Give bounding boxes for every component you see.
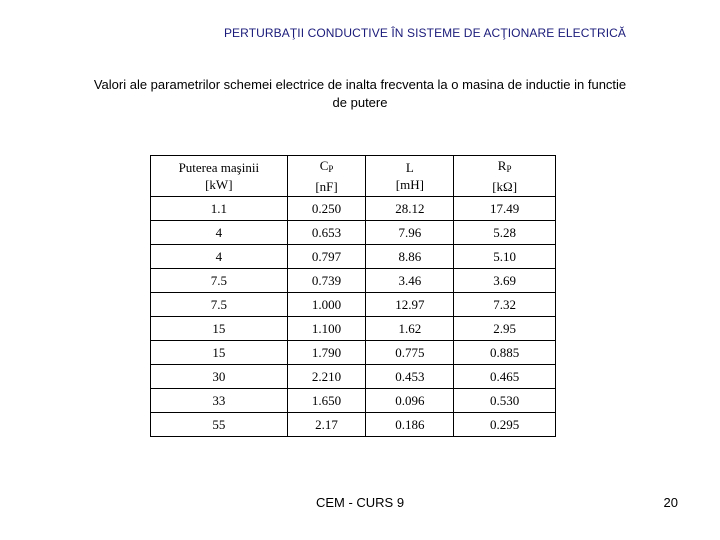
cell-inductance: 0.453 <box>366 365 454 389</box>
table-row <box>151 317 556 341</box>
cell-inductance: 0.186 <box>366 413 454 437</box>
cell-inductance: 3.46 <box>366 269 454 293</box>
table-row <box>151 293 556 317</box>
cell-resistance: 0.465 <box>454 365 556 389</box>
table-row <box>151 245 556 269</box>
header-power-unit: [kW] <box>205 177 233 192</box>
cell-capacitance: 1.100 <box>287 317 366 341</box>
cell-resistance: 7.32 <box>454 293 556 317</box>
cell-power: 4 <box>151 245 288 269</box>
table-row <box>151 389 556 413</box>
cell-power: 30 <box>151 365 288 389</box>
cell-power: 7.5 <box>151 269 288 293</box>
cell-power: 33 <box>151 389 288 413</box>
parameters-table <box>150 155 556 437</box>
cell-power: 1.1 <box>151 197 288 221</box>
cell-power: 4 <box>151 221 288 245</box>
cell-capacitance: 1.000 <box>287 293 366 317</box>
cell-resistance: 17.49 <box>454 197 556 221</box>
slide-header: PERTURBAŢII CONDUCTIVE ÎN SISTEME DE ACŢIONARE ELECTRICĂ <box>223 26 627 40</box>
cell-resistance: 2.95 <box>454 317 556 341</box>
header-capacitance-sub: P <box>328 164 334 174</box>
cell-inductance: 12.97 <box>366 293 454 317</box>
cell-resistance: 0.295 <box>454 413 556 437</box>
cell-resistance: 5.10 <box>454 245 556 269</box>
header-power <box>151 156 288 197</box>
header-resistance-sub: P <box>506 164 512 174</box>
title-line-2: de putere <box>332 95 388 110</box>
cell-capacitance: 0.797 <box>287 245 366 269</box>
cell-resistance: 0.885 <box>454 341 556 365</box>
page-number: 20 <box>663 495 678 510</box>
cell-power: 15 <box>151 341 288 365</box>
slide-title <box>40 76 680 112</box>
table-row <box>151 413 556 437</box>
course-footer: CEM - CURS 9 <box>315 495 405 510</box>
table-row <box>151 269 556 293</box>
header-capacitance-name: C <box>319 158 329 173</box>
cell-power: 15 <box>151 317 288 341</box>
cell-capacitance: 0.250 <box>287 197 366 221</box>
table-row <box>151 197 556 221</box>
cell-power: 55 <box>151 413 288 437</box>
cell-capacitance: 0.739 <box>287 269 366 293</box>
table-header-row <box>151 156 556 197</box>
title-line-1: Valori ale parametrilor schemei electrice de inalta frecventa la o masina de inductie in functie <box>93 77 627 92</box>
cell-inductance: 7.96 <box>366 221 454 245</box>
header-capacitance-unit: [nF] <box>315 179 338 194</box>
header-inductance-unit: [mH] <box>395 177 424 192</box>
table-row <box>151 341 556 365</box>
cell-resistance: 3.69 <box>454 269 556 293</box>
cell-inductance: 0.096 <box>366 389 454 413</box>
table-row <box>151 221 556 245</box>
cell-capacitance: 1.650 <box>287 389 366 413</box>
cell-capacitance: 2.17 <box>287 413 366 437</box>
header-inductance-name: L <box>405 160 414 175</box>
header-inductance <box>366 156 454 197</box>
cell-capacitance: 0.653 <box>287 221 366 245</box>
cell-resistance: 5.28 <box>454 221 556 245</box>
header-resistance-unit: [kΩ] <box>492 179 518 194</box>
cell-inductance: 28.12 <box>366 197 454 221</box>
cell-inductance: 8.86 <box>366 245 454 269</box>
cell-capacitance: 1.790 <box>287 341 366 365</box>
header-capacitance <box>287 156 366 197</box>
cell-capacitance: 2.210 <box>287 365 366 389</box>
table-row <box>151 365 556 389</box>
cell-resistance: 0.530 <box>454 389 556 413</box>
cell-inductance: 1.62 <box>366 317 454 341</box>
cell-power: 7.5 <box>151 293 288 317</box>
header-power-name: Puterea maşinii <box>178 160 260 175</box>
cell-inductance: 0.775 <box>366 341 454 365</box>
header-resistance-name: R <box>497 158 507 173</box>
header-resistance <box>454 156 556 197</box>
